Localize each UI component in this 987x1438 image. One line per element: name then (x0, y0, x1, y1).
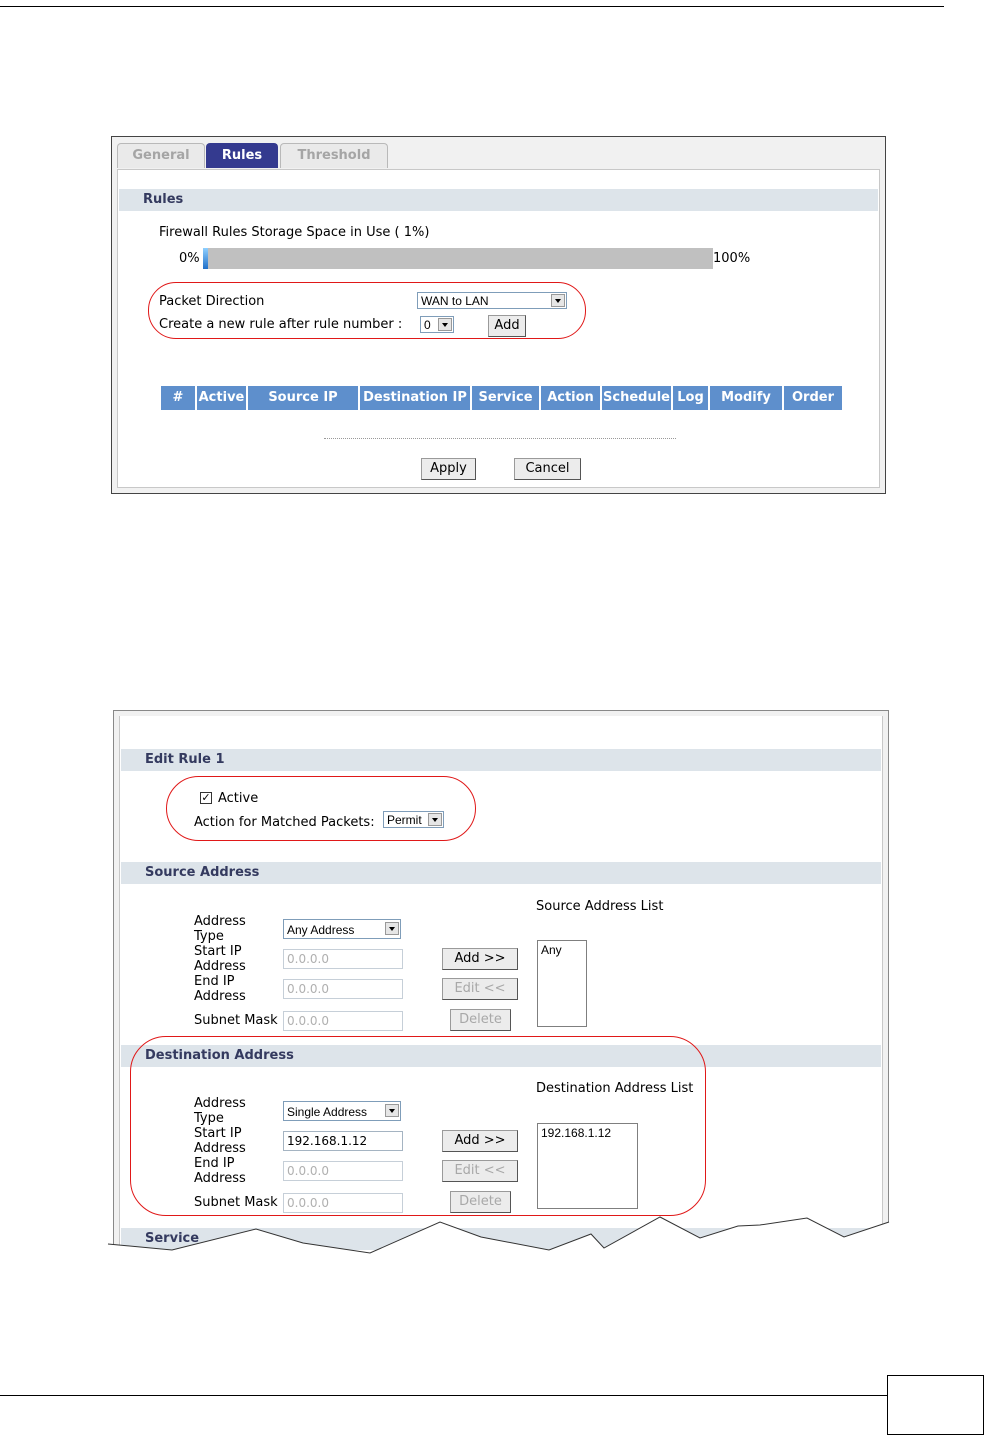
action-select[interactable] (383, 811, 444, 828)
col-order: Order (784, 386, 842, 410)
edit-rule-title: Edit Rule 1 (121, 749, 881, 771)
destination-address-title: Destination Address (121, 1045, 881, 1067)
destination-address-type-label: Address Type (194, 1096, 246, 1126)
destination-list-title: Destination Address List (536, 1081, 694, 1096)
destination-start-ip-input[interactable]: 192.168.1.12 (283, 1131, 403, 1151)
chevron-down-icon (551, 294, 565, 307)
col-number: # (161, 386, 197, 410)
destination-start-ip-label: Start IP Address (194, 1126, 246, 1156)
firewall-rules-window (111, 136, 886, 494)
source-subnet-input[interactable]: 0.0.0.0 (283, 1011, 403, 1031)
storage-progress-fill (203, 248, 208, 269)
col-service: Service (472, 386, 541, 410)
col-log: Log (673, 386, 710, 410)
destination-address-type-select[interactable] (283, 1101, 401, 1121)
source-delete-button[interactable]: Delete (450, 1009, 511, 1031)
active-checkbox[interactable]: ✓ (201, 791, 211, 804)
add-rule-button[interactable]: Add (488, 315, 526, 337)
source-list-title: Source Address List (536, 899, 664, 914)
destination-end-ip-label: End IP Address (194, 1156, 246, 1186)
torn-edge (0, 1212, 987, 1257)
source-address-type-label: Address Type (194, 914, 246, 944)
tab-threshold[interactable]: Threshold (280, 143, 388, 168)
service-title: Service (121, 1228, 881, 1250)
source-address-type-select[interactable] (283, 919, 401, 939)
list-item[interactable]: Any (541, 943, 562, 957)
packet-direction-value: WAN to LAN (421, 294, 489, 308)
source-edit-button[interactable]: Edit << (442, 978, 518, 1000)
apply-button[interactable]: Apply (421, 458, 476, 480)
destination-add-button[interactable]: Add >> (442, 1130, 518, 1152)
source-add-button[interactable]: Add >> (442, 948, 518, 970)
destination-address-list[interactable] (537, 1123, 638, 1209)
rules-section-title: Rules (119, 189, 878, 211)
footer-rule (0, 1395, 944, 1396)
chevron-down-icon (385, 922, 399, 935)
source-address-type-value: Any Address (287, 923, 355, 937)
bar-min-label: 0% (179, 251, 200, 266)
action-label: Action for Matched Packets: (194, 815, 375, 830)
col-destination-ip: Destination IP (360, 386, 472, 410)
list-item[interactable]: 192.168.1.12 (541, 1126, 612, 1140)
source-start-ip-label: Start IP Address (194, 944, 246, 974)
edit-rule-window (113, 710, 889, 1255)
packet-direction-select[interactable] (417, 292, 567, 309)
destination-delete-button[interactable]: Delete (450, 1191, 511, 1213)
destination-subnet-input[interactable]: 0.0.0.0 (283, 1193, 403, 1213)
cancel-button[interactable]: Cancel (514, 458, 581, 480)
bar-max-label: 100% (713, 251, 751, 266)
source-subnet-label: Subnet Mask (194, 1013, 278, 1028)
col-active: Active (197, 386, 248, 410)
source-end-ip-input[interactable]: 0.0.0.0 (283, 979, 403, 999)
packet-direction-label: Packet Direction (159, 294, 265, 309)
new-rule-label: Create a new rule after rule number : (159, 317, 403, 332)
header-rule (0, 6, 944, 7)
source-start-ip-input[interactable]: 0.0.0.0 (283, 949, 403, 969)
action-value: Permit (387, 813, 422, 827)
destination-edit-button[interactable]: Edit << (442, 1160, 518, 1182)
chevron-down-icon (385, 1104, 399, 1117)
destination-end-ip-input[interactable]: 0.0.0.0 (283, 1161, 403, 1181)
active-label: Active (218, 791, 259, 806)
chevron-down-icon (428, 813, 442, 826)
edit-rule-content (119, 716, 883, 1256)
col-modify: Modify (710, 386, 784, 410)
tab-general[interactable]: General (117, 143, 205, 168)
col-source-ip: Source IP (248, 386, 360, 410)
storage-progress-bar (203, 248, 713, 269)
destination-subnet-label: Subnet Mask (194, 1195, 278, 1210)
chevron-down-icon (438, 318, 452, 331)
separator (324, 438, 676, 439)
source-address-title: Source Address (121, 862, 881, 884)
rule-number-select[interactable] (420, 316, 454, 333)
page-number-box (887, 1375, 984, 1435)
source-end-ip-label: End IP Address (194, 974, 246, 1004)
source-address-list[interactable] (537, 940, 587, 1027)
storage-label: Firewall Rules Storage Space in Use ( 1%) (159, 225, 430, 240)
col-action: Action (541, 386, 602, 410)
destination-address-type-value: Single Address (287, 1105, 368, 1119)
rules-content (117, 169, 880, 488)
rule-number-value: 0 (424, 318, 431, 332)
col-schedule: Schedule (602, 386, 673, 410)
tab-rules[interactable]: Rules (206, 143, 278, 168)
